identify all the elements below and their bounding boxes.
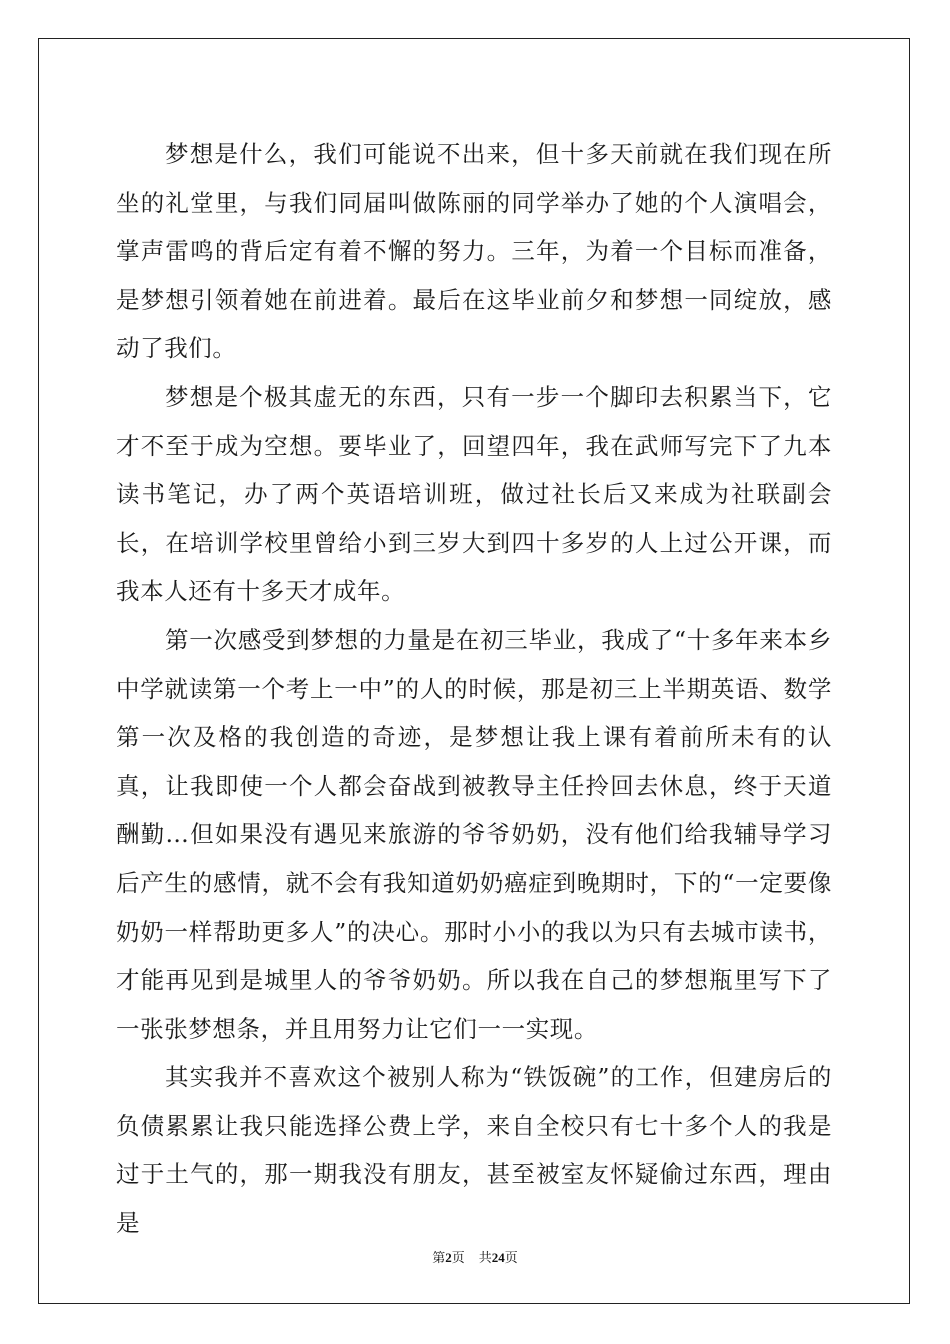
paragraph-2: 梦想是个极其虚无的东西，只有一步一个脚印去积累当下，它才不至于成为空想。要毕业了，回望四年，我在武师写完下了九本读书笔记，办了两个英语培训班，做过社长后又来成为社联副会长，在培训学校里曾给小到三岁大到四十多岁的人上过公开课，而我本人还有十多天才成年。 [116, 382, 832, 606]
page-footer [0, 1247, 950, 1266]
page-suffix: 页 [451, 1250, 465, 1265]
total-prefix: 共 [478, 1250, 492, 1265]
paragraph-3: 第一次感受到梦想的力量是在初三毕业，我成了“十多年来本乡中学就读第一个考上一中”的人的时候，那是初三上半期英语、数学第一次及格的我创造的奇迹，是梦想让我上课有着前所未有的认真，让我即使一个人都会奋战到被教导主任拎回去休息，终于天道酬勤…但如果没有遇见来旅游的爷爷奶奶，没有他们给我辅导学习后产生的感情，就不会有我知道奶奶癌症到晚期时，下的“一定要像奶奶一样帮助更多人”的决心。那时小小的我以为只有去城市读书，才能再见到是城里人的爷爷奶奶。所以我在自己的梦想瓶里写下了一张张梦想条，并且用努力让它们一一实现。 [116, 625, 832, 1043]
page-prefix: 第 [432, 1250, 446, 1265]
document-body [116, 130, 832, 1248]
paragraph-4: 其实我并不喜欢这个被别人称为“铁饭碗”的工作，但建房后的负债累累让我只能选择公费上学，来自全校只有七十多个人的我是过于土气的，那一期我没有朋友，甚至被室友怀疑偷过东西，理由是 [116, 1063, 832, 1238]
total-pages: 24 [491, 1250, 505, 1265]
total-suffix: 页 [504, 1250, 518, 1265]
paragraph-1: 梦想是什么，我们可能说不出来，但十多天前就在我们现在所坐的礼堂里，与我们同届叫做陈丽的同学举办了她的个人演唱会，掌声雷鸣的背后定有着不懈的努力。三年，为着一个目标而准备，是梦想引领着她在前进着。最后在这毕业前夕和梦想一同绽放，感动了我们。 [116, 140, 832, 363]
page-number: 2 [445, 1250, 452, 1265]
